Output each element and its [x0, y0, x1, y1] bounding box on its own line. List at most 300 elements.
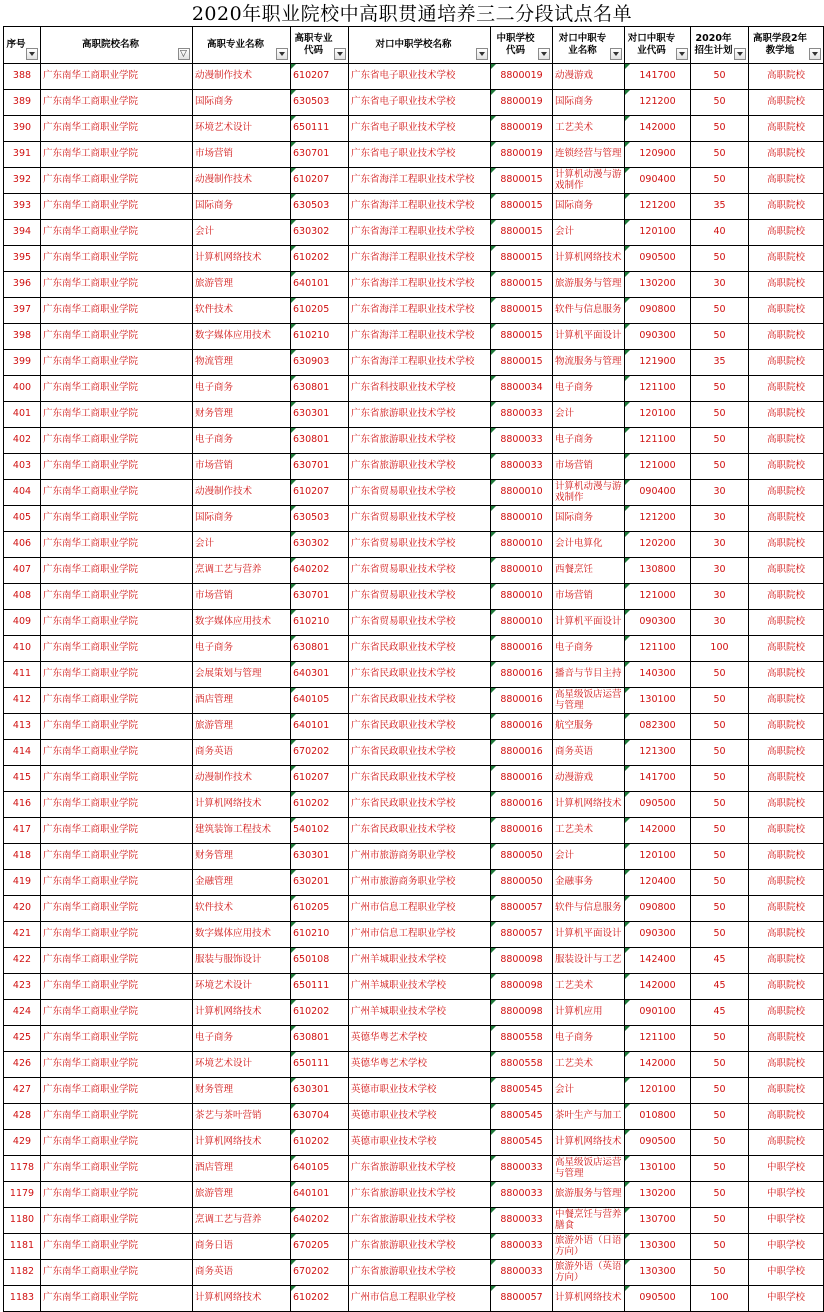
cell-major-name[interactable]: 商务日语 — [193, 1234, 291, 1260]
cell-enrollment-plan[interactable]: 30 — [691, 584, 749, 610]
cell-secondary-school-code[interactable]: 8800015 — [491, 298, 553, 324]
cell-enrollment-plan[interactable]: 100 — [691, 1286, 749, 1312]
cell-major-code[interactable]: 630801 — [291, 376, 349, 402]
cell-teaching-location[interactable]: 高职院校 — [749, 168, 824, 194]
cell-major-name[interactable]: 市场营销 — [193, 584, 291, 610]
cell-serial[interactable]: 414 — [4, 740, 41, 766]
cell-college-name[interactable]: 广东南华工商职业学院 — [41, 610, 193, 636]
cell-college-name[interactable]: 广东南华工商职业学院 — [41, 480, 193, 506]
cell-secondary-school-name[interactable]: 广东省海洋工程职业技术学校 — [349, 298, 491, 324]
cell-secondary-school-code[interactable]: 8800010 — [491, 506, 553, 532]
cell-teaching-location[interactable]: 高职院校 — [749, 636, 824, 662]
filter-dropdown-icon[interactable] — [26, 48, 38, 60]
cell-secondary-major-name[interactable]: 物流服务与管理 — [553, 350, 625, 376]
cell-major-code[interactable]: 640105 — [291, 1156, 349, 1182]
cell-serial[interactable]: 409 — [4, 610, 41, 636]
cell-secondary-school-code[interactable]: 8800019 — [491, 64, 553, 90]
cell-secondary-major-name[interactable]: 高星级饭店运营与管理 — [553, 1156, 625, 1182]
cell-secondary-school-name[interactable]: 广州市信息工程职业学校 — [349, 1286, 491, 1312]
cell-serial[interactable]: 420 — [4, 896, 41, 922]
cell-teaching-location[interactable]: 高职院校 — [749, 558, 824, 584]
cell-secondary-school-code[interactable]: 8800545 — [491, 1078, 553, 1104]
cell-major-code[interactable]: 650111 — [291, 974, 349, 1000]
cell-major-code[interactable]: 630801 — [291, 1026, 349, 1052]
cell-secondary-major-code[interactable]: 121200 — [625, 90, 691, 116]
cell-serial[interactable]: 1178 — [4, 1156, 41, 1182]
cell-secondary-major-code[interactable]: 121000 — [625, 584, 691, 610]
cell-teaching-location[interactable]: 中职学校 — [749, 1260, 824, 1286]
cell-secondary-major-name[interactable]: 旅游服务与管理 — [553, 272, 625, 298]
cell-secondary-major-name[interactable]: 国际商务 — [553, 194, 625, 220]
cell-secondary-major-name[interactable]: 工艺美术 — [553, 974, 625, 1000]
cell-teaching-location[interactable]: 中职学校 — [749, 1208, 824, 1234]
cell-teaching-location[interactable]: 高职院校 — [749, 818, 824, 844]
cell-secondary-school-name[interactable]: 广东省海洋工程职业技术学校 — [349, 220, 491, 246]
cell-secondary-major-name[interactable]: 中餐烹饪与营养膳食 — [553, 1208, 625, 1234]
cell-teaching-location[interactable]: 高职院校 — [749, 922, 824, 948]
cell-enrollment-plan[interactable]: 35 — [691, 194, 749, 220]
cell-secondary-school-code[interactable]: 8800019 — [491, 142, 553, 168]
cell-major-code[interactable]: 610207 — [291, 766, 349, 792]
cell-secondary-major-code[interactable]: 130100 — [625, 1156, 691, 1182]
cell-major-code[interactable]: 610202 — [291, 1000, 349, 1026]
cell-secondary-school-code[interactable]: 8800015 — [491, 194, 553, 220]
cell-major-code[interactable]: 610207 — [291, 480, 349, 506]
cell-teaching-location[interactable]: 高职院校 — [749, 766, 824, 792]
cell-secondary-major-name[interactable]: 计算机网络技术 — [553, 1286, 625, 1312]
cell-serial[interactable]: 396 — [4, 272, 41, 298]
cell-enrollment-plan[interactable]: 50 — [691, 1156, 749, 1182]
cell-secondary-major-code[interactable]: 142000 — [625, 818, 691, 844]
cell-major-name[interactable]: 服装与服饰设计 — [193, 948, 291, 974]
cell-enrollment-plan[interactable]: 50 — [691, 1130, 749, 1156]
filter-dropdown-icon[interactable] — [676, 48, 688, 60]
cell-teaching-location[interactable]: 高职院校 — [749, 454, 824, 480]
cell-teaching-location[interactable]: 高职院校 — [749, 740, 824, 766]
cell-major-name[interactable]: 市场营销 — [193, 142, 291, 168]
cell-college-name[interactable]: 广东南华工商职业学院 — [41, 974, 193, 1000]
cell-secondary-major-name[interactable]: 茶叶生产与加工 — [553, 1104, 625, 1130]
cell-college-name[interactable]: 广东南华工商职业学院 — [41, 194, 193, 220]
cell-major-code[interactable]: 670202 — [291, 1260, 349, 1286]
cell-secondary-major-name[interactable]: 电子商务 — [553, 376, 625, 402]
cell-major-name[interactable]: 数字媒体应用技术 — [193, 922, 291, 948]
cell-enrollment-plan[interactable]: 50 — [691, 168, 749, 194]
cell-major-code[interactable]: 630302 — [291, 532, 349, 558]
cell-major-name[interactable]: 旅游管理 — [193, 1182, 291, 1208]
cell-secondary-major-code[interactable]: 130200 — [625, 1182, 691, 1208]
cell-major-name[interactable]: 酒店管理 — [193, 688, 291, 714]
cell-secondary-school-name[interactable]: 广东省贸易职业技术学校 — [349, 506, 491, 532]
cell-major-code[interactable]: 630301 — [291, 1078, 349, 1104]
cell-teaching-location[interactable]: 中职学校 — [749, 1156, 824, 1182]
cell-major-code[interactable]: 610207 — [291, 168, 349, 194]
cell-secondary-school-code[interactable]: 8800558 — [491, 1026, 553, 1052]
cell-serial[interactable]: 425 — [4, 1026, 41, 1052]
cell-major-name[interactable]: 旅游管理 — [193, 272, 291, 298]
cell-secondary-major-name[interactable]: 计算机平面设计 — [553, 922, 625, 948]
cell-college-name[interactable]: 广东南华工商职业学院 — [41, 324, 193, 350]
cell-enrollment-plan[interactable]: 50 — [691, 64, 749, 90]
cell-major-name[interactable]: 数字媒体应用技术 — [193, 610, 291, 636]
cell-secondary-major-code[interactable]: 090300 — [625, 922, 691, 948]
cell-major-code[interactable]: 610202 — [291, 1286, 349, 1312]
cell-major-name[interactable]: 动漫制作技术 — [193, 64, 291, 90]
cell-enrollment-plan[interactable]: 50 — [691, 298, 749, 324]
cell-major-code[interactable]: 640105 — [291, 688, 349, 714]
cell-major-name[interactable]: 会计 — [193, 220, 291, 246]
cell-enrollment-plan[interactable]: 50 — [691, 454, 749, 480]
cell-college-name[interactable]: 广东南华工商职业学院 — [41, 714, 193, 740]
cell-secondary-school-code[interactable]: 8800016 — [491, 688, 553, 714]
cell-secondary-major-code[interactable]: 090500 — [625, 1286, 691, 1312]
cell-major-code[interactable]: 640101 — [291, 1182, 349, 1208]
cell-college-name[interactable]: 广东南华工商职业学院 — [41, 506, 193, 532]
cell-major-code[interactable]: 650108 — [291, 948, 349, 974]
cell-enrollment-plan[interactable]: 50 — [691, 1260, 749, 1286]
cell-secondary-school-code[interactable]: 8800057 — [491, 896, 553, 922]
cell-secondary-school-name[interactable]: 广东省海洋工程职业技术学校 — [349, 246, 491, 272]
cell-major-name[interactable]: 国际商务 — [193, 194, 291, 220]
cell-secondary-major-code[interactable]: 120400 — [625, 870, 691, 896]
cell-secondary-major-code[interactable]: 142000 — [625, 116, 691, 142]
cell-teaching-location[interactable]: 高职院校 — [749, 142, 824, 168]
cell-secondary-major-code[interactable]: 120100 — [625, 844, 691, 870]
cell-secondary-major-code[interactable]: 141700 — [625, 64, 691, 90]
cell-major-code[interactable]: 640202 — [291, 558, 349, 584]
cell-college-name[interactable]: 广东南华工商职业学院 — [41, 1000, 193, 1026]
cell-secondary-school-name[interactable]: 英德市职业技术学校 — [349, 1130, 491, 1156]
cell-secondary-school-name[interactable]: 广东省海洋工程职业技术学校 — [349, 324, 491, 350]
cell-secondary-school-name[interactable]: 广东省海洋工程职业技术学校 — [349, 168, 491, 194]
cell-major-code[interactable]: 610207 — [291, 64, 349, 90]
cell-secondary-school-code[interactable]: 8800545 — [491, 1104, 553, 1130]
cell-secondary-school-name[interactable]: 广东省科技职业技术学校 — [349, 376, 491, 402]
filter-dropdown-icon[interactable] — [476, 48, 488, 60]
cell-secondary-school-code[interactable]: 8800015 — [491, 168, 553, 194]
cell-secondary-school-name[interactable]: 广东省民政职业技术学校 — [349, 714, 491, 740]
cell-enrollment-plan[interactable]: 30 — [691, 558, 749, 584]
cell-college-name[interactable]: 广东南华工商职业学院 — [41, 1052, 193, 1078]
cell-serial[interactable]: 390 — [4, 116, 41, 142]
cell-college-name[interactable]: 广东南华工商职业学院 — [41, 350, 193, 376]
cell-college-name[interactable]: 广东南华工商职业学院 — [41, 740, 193, 766]
cell-college-name[interactable]: 广东南华工商职业学院 — [41, 298, 193, 324]
cell-major-name[interactable]: 商务英语 — [193, 1260, 291, 1286]
cell-major-code[interactable]: 610202 — [291, 792, 349, 818]
cell-teaching-location[interactable]: 高职院校 — [749, 688, 824, 714]
cell-teaching-location[interactable]: 高职院校 — [749, 1026, 824, 1052]
cell-secondary-school-name[interactable]: 广东省民政职业技术学校 — [349, 818, 491, 844]
cell-major-name[interactable]: 茶艺与茶叶营销 — [193, 1104, 291, 1130]
cell-secondary-major-name[interactable]: 电子商务 — [553, 636, 625, 662]
cell-secondary-school-name[interactable]: 英德市职业技术学校 — [349, 1078, 491, 1104]
cell-enrollment-plan[interactable]: 50 — [691, 818, 749, 844]
cell-teaching-location[interactable]: 高职院校 — [749, 116, 824, 142]
cell-college-name[interactable]: 广东南华工商职业学院 — [41, 272, 193, 298]
cell-secondary-school-name[interactable]: 广东省民政职业技术学校 — [349, 662, 491, 688]
cell-enrollment-plan[interactable]: 45 — [691, 974, 749, 1000]
cell-major-code[interactable]: 610205 — [291, 298, 349, 324]
cell-teaching-location[interactable]: 高职院校 — [749, 974, 824, 1000]
cell-college-name[interactable]: 广东南华工商职业学院 — [41, 844, 193, 870]
cell-major-name[interactable]: 会展策划与管理 — [193, 662, 291, 688]
cell-secondary-major-name[interactable]: 动漫游戏 — [553, 64, 625, 90]
cell-major-code[interactable]: 640101 — [291, 272, 349, 298]
cell-enrollment-plan[interactable]: 50 — [691, 1208, 749, 1234]
cell-enrollment-plan[interactable]: 50 — [691, 142, 749, 168]
cell-serial[interactable]: 394 — [4, 220, 41, 246]
cell-serial[interactable]: 424 — [4, 1000, 41, 1026]
cell-major-code[interactable]: 610210 — [291, 324, 349, 350]
cell-secondary-major-code[interactable]: 142000 — [625, 974, 691, 1000]
cell-major-name[interactable]: 电子商务 — [193, 636, 291, 662]
cell-secondary-school-name[interactable]: 广东省贸易职业技术学校 — [349, 480, 491, 506]
cell-secondary-major-name[interactable]: 工艺美术 — [553, 818, 625, 844]
cell-enrollment-plan[interactable]: 50 — [691, 1052, 749, 1078]
cell-secondary-major-name[interactable]: 电子商务 — [553, 428, 625, 454]
cell-major-code[interactable]: 630503 — [291, 194, 349, 220]
cell-secondary-major-code[interactable]: 121100 — [625, 428, 691, 454]
cell-secondary-major-code[interactable]: 090500 — [625, 792, 691, 818]
cell-secondary-major-name[interactable]: 计算机平面设计 — [553, 610, 625, 636]
cell-secondary-school-code[interactable]: 8800057 — [491, 922, 553, 948]
cell-major-code[interactable]: 670205 — [291, 1234, 349, 1260]
cell-serial[interactable]: 408 — [4, 584, 41, 610]
cell-secondary-school-name[interactable]: 广州羊城职业技术学校 — [349, 974, 491, 1000]
cell-teaching-location[interactable]: 高职院校 — [749, 532, 824, 558]
cell-secondary-major-code[interactable]: 142000 — [625, 1052, 691, 1078]
cell-secondary-school-code[interactable]: 8800015 — [491, 324, 553, 350]
cell-teaching-location[interactable]: 高职院校 — [749, 896, 824, 922]
cell-secondary-major-name[interactable]: 市场营销 — [553, 584, 625, 610]
cell-serial[interactable]: 403 — [4, 454, 41, 480]
cell-serial[interactable]: 391 — [4, 142, 41, 168]
filter-dropdown-icon[interactable] — [734, 48, 746, 60]
cell-enrollment-plan[interactable]: 50 — [691, 844, 749, 870]
cell-secondary-school-code[interactable]: 8800033 — [491, 1234, 553, 1260]
cell-secondary-school-name[interactable]: 广东省贸易职业技术学校 — [349, 584, 491, 610]
cell-secondary-major-code[interactable]: 090300 — [625, 324, 691, 350]
cell-major-name[interactable]: 建筑装饰工程技术 — [193, 818, 291, 844]
cell-secondary-major-code[interactable]: 121300 — [625, 740, 691, 766]
cell-enrollment-plan[interactable]: 50 — [691, 792, 749, 818]
cell-secondary-school-name[interactable]: 广东省海洋工程职业技术学校 — [349, 350, 491, 376]
cell-enrollment-plan[interactable]: 50 — [691, 116, 749, 142]
cell-secondary-major-name[interactable]: 工艺美术 — [553, 1052, 625, 1078]
cell-secondary-school-name[interactable]: 广州市旅游商务职业学校 — [349, 870, 491, 896]
cell-enrollment-plan[interactable]: 40 — [691, 220, 749, 246]
cell-teaching-location[interactable]: 高职院校 — [749, 220, 824, 246]
cell-secondary-school-code[interactable]: 8800016 — [491, 766, 553, 792]
cell-secondary-school-code[interactable]: 8800033 — [491, 1260, 553, 1286]
cell-secondary-major-name[interactable]: 旅游外语（日语方向） — [553, 1234, 625, 1260]
cell-enrollment-plan[interactable]: 50 — [691, 922, 749, 948]
cell-major-name[interactable]: 电子商务 — [193, 428, 291, 454]
cell-secondary-school-name[interactable]: 广东省民政职业技术学校 — [349, 792, 491, 818]
cell-major-name[interactable]: 计算机网络技术 — [193, 792, 291, 818]
cell-secondary-school-code[interactable]: 8800010 — [491, 558, 553, 584]
cell-teaching-location[interactable]: 高职院校 — [749, 298, 824, 324]
cell-college-name[interactable]: 广东南华工商职业学院 — [41, 402, 193, 428]
cell-secondary-school-code[interactable]: 8800015 — [491, 220, 553, 246]
cell-serial[interactable]: 428 — [4, 1104, 41, 1130]
cell-secondary-school-name[interactable]: 广东省旅游职业技术学校 — [349, 1260, 491, 1286]
cell-major-name[interactable]: 烹调工艺与营养 — [193, 1208, 291, 1234]
cell-secondary-major-code[interactable]: 090800 — [625, 896, 691, 922]
cell-secondary-major-code[interactable]: 121200 — [625, 194, 691, 220]
cell-college-name[interactable]: 广东南华工商职业学院 — [41, 1208, 193, 1234]
cell-teaching-location[interactable]: 高职院校 — [749, 64, 824, 90]
cell-major-code[interactable]: 630903 — [291, 350, 349, 376]
cell-major-name[interactable]: 国际商务 — [193, 90, 291, 116]
cell-secondary-school-name[interactable]: 英德华粤艺术学校 — [349, 1026, 491, 1052]
cell-secondary-major-name[interactable]: 会计电算化 — [553, 532, 625, 558]
cell-secondary-school-code[interactable]: 8800098 — [491, 1000, 553, 1026]
cell-secondary-school-code[interactable]: 8800015 — [491, 350, 553, 376]
cell-enrollment-plan[interactable]: 50 — [691, 896, 749, 922]
cell-major-name[interactable]: 动漫制作技术 — [193, 480, 291, 506]
cell-serial[interactable]: 402 — [4, 428, 41, 454]
cell-teaching-location[interactable]: 高职院校 — [749, 246, 824, 272]
cell-serial[interactable]: 417 — [4, 818, 41, 844]
filter-dropdown-icon[interactable] — [276, 48, 288, 60]
cell-major-name[interactable]: 环境艺术设计 — [193, 116, 291, 142]
cell-secondary-major-code[interactable]: 130100 — [625, 688, 691, 714]
filter-dropdown-icon[interactable] — [538, 48, 550, 60]
cell-secondary-school-code[interactable]: 8800057 — [491, 1286, 553, 1312]
cell-secondary-major-name[interactable]: 电子商务 — [553, 1026, 625, 1052]
cell-enrollment-plan[interactable]: 50 — [691, 324, 749, 350]
cell-serial[interactable]: 400 — [4, 376, 41, 402]
cell-college-name[interactable]: 广东南华工商职业学院 — [41, 1104, 193, 1130]
cell-secondary-major-name[interactable]: 工艺美术 — [553, 116, 625, 142]
cell-college-name[interactable]: 广东南华工商职业学院 — [41, 1286, 193, 1312]
cell-teaching-location[interactable]: 高职院校 — [749, 844, 824, 870]
cell-college-name[interactable]: 广东南华工商职业学院 — [41, 766, 193, 792]
cell-serial[interactable]: 429 — [4, 1130, 41, 1156]
cell-serial[interactable]: 404 — [4, 480, 41, 506]
cell-secondary-major-code[interactable]: 090800 — [625, 298, 691, 324]
cell-serial[interactable]: 1181 — [4, 1234, 41, 1260]
cell-college-name[interactable]: 广东南华工商职业学院 — [41, 64, 193, 90]
cell-enrollment-plan[interactable]: 50 — [691, 1182, 749, 1208]
cell-secondary-major-name[interactable]: 市场营销 — [553, 454, 625, 480]
cell-secondary-school-name[interactable]: 广东省电子职业技术学校 — [349, 64, 491, 90]
cell-serial[interactable]: 413 — [4, 714, 41, 740]
cell-major-name[interactable]: 数字媒体应用技术 — [193, 324, 291, 350]
cell-teaching-location[interactable]: 高职院校 — [749, 1078, 824, 1104]
cell-major-name[interactable]: 环境艺术设计 — [193, 1052, 291, 1078]
cell-secondary-major-name[interactable]: 会计 — [553, 220, 625, 246]
cell-major-code[interactable]: 630704 — [291, 1104, 349, 1130]
cell-secondary-major-code[interactable]: 090500 — [625, 1130, 691, 1156]
cell-secondary-school-code[interactable]: 8800010 — [491, 610, 553, 636]
cell-secondary-major-name[interactable]: 计算机网络技术 — [553, 246, 625, 272]
cell-serial[interactable]: 399 — [4, 350, 41, 376]
cell-major-code[interactable]: 630301 — [291, 844, 349, 870]
cell-secondary-school-code[interactable]: 8800033 — [491, 428, 553, 454]
cell-major-code[interactable]: 630503 — [291, 506, 349, 532]
cell-major-name[interactable]: 财务管理 — [193, 402, 291, 428]
cell-college-name[interactable]: 广东南华工商职业学院 — [41, 1234, 193, 1260]
cell-enrollment-plan[interactable]: 50 — [691, 90, 749, 116]
cell-serial[interactable]: 392 — [4, 168, 41, 194]
cell-secondary-major-code[interactable]: 090500 — [625, 246, 691, 272]
filter-dropdown-icon[interactable] — [809, 48, 821, 60]
cell-enrollment-plan[interactable]: 50 — [691, 714, 749, 740]
cell-secondary-school-name[interactable]: 广州羊城职业技术学校 — [349, 948, 491, 974]
cell-secondary-major-code[interactable]: 142400 — [625, 948, 691, 974]
cell-secondary-major-name[interactable]: 软件与信息服务 — [553, 298, 625, 324]
cell-serial[interactable]: 1183 — [4, 1286, 41, 1312]
cell-secondary-school-name[interactable]: 英德市职业技术学校 — [349, 1104, 491, 1130]
cell-serial[interactable]: 393 — [4, 194, 41, 220]
cell-secondary-school-name[interactable]: 广东省海洋工程职业技术学校 — [349, 272, 491, 298]
cell-major-name[interactable]: 烹调工艺与营养 — [193, 558, 291, 584]
cell-enrollment-plan[interactable]: 50 — [691, 662, 749, 688]
cell-major-name[interactable]: 电子商务 — [193, 376, 291, 402]
cell-enrollment-plan[interactable]: 50 — [691, 688, 749, 714]
cell-major-code[interactable]: 540102 — [291, 818, 349, 844]
cell-secondary-major-name[interactable]: 旅游外语（英语方向） — [553, 1260, 625, 1286]
cell-major-code[interactable]: 630801 — [291, 428, 349, 454]
cell-teaching-location[interactable]: 高职院校 — [749, 194, 824, 220]
cell-enrollment-plan[interactable]: 50 — [691, 1078, 749, 1104]
cell-serial[interactable]: 421 — [4, 922, 41, 948]
cell-secondary-major-code[interactable]: 090100 — [625, 1000, 691, 1026]
cell-secondary-major-name[interactable]: 国际商务 — [553, 506, 625, 532]
cell-serial[interactable]: 407 — [4, 558, 41, 584]
cell-college-name[interactable]: 广东南华工商职业学院 — [41, 1026, 193, 1052]
cell-secondary-major-name[interactable]: 西餐烹饪 — [553, 558, 625, 584]
cell-secondary-major-name[interactable]: 会计 — [553, 402, 625, 428]
cell-secondary-school-code[interactable]: 8800033 — [491, 1208, 553, 1234]
cell-secondary-major-code[interactable]: 130300 — [625, 1260, 691, 1286]
cell-teaching-location[interactable]: 高职院校 — [749, 1052, 824, 1078]
cell-college-name[interactable]: 广东南华工商职业学院 — [41, 90, 193, 116]
cell-major-name[interactable]: 软件技术 — [193, 298, 291, 324]
cell-secondary-major-code[interactable]: 120100 — [625, 402, 691, 428]
cell-major-code[interactable]: 630701 — [291, 584, 349, 610]
cell-secondary-major-name[interactable]: 航空服务 — [553, 714, 625, 740]
cell-enrollment-plan[interactable]: 30 — [691, 480, 749, 506]
cell-secondary-school-code[interactable]: 8800050 — [491, 844, 553, 870]
cell-secondary-school-name[interactable]: 广州羊城职业技术学校 — [349, 1000, 491, 1026]
cell-teaching-location[interactable]: 高职院校 — [749, 506, 824, 532]
cell-serial[interactable]: 427 — [4, 1078, 41, 1104]
cell-secondary-school-name[interactable]: 广东省旅游职业技术学校 — [349, 1156, 491, 1182]
cell-secondary-major-name[interactable]: 计算机动漫与游戏制作 — [553, 168, 625, 194]
cell-college-name[interactable]: 广东南华工商职业学院 — [41, 454, 193, 480]
cell-enrollment-plan[interactable]: 30 — [691, 532, 749, 558]
cell-secondary-school-code[interactable]: 8800016 — [491, 818, 553, 844]
cell-secondary-major-code[interactable]: 130300 — [625, 1234, 691, 1260]
cell-teaching-location[interactable]: 高职院校 — [749, 1104, 824, 1130]
cell-serial[interactable]: 410 — [4, 636, 41, 662]
cell-secondary-major-name[interactable]: 会计 — [553, 844, 625, 870]
cell-major-code[interactable]: 670202 — [291, 740, 349, 766]
cell-serial[interactable]: 389 — [4, 90, 41, 116]
cell-major-code[interactable]: 630701 — [291, 454, 349, 480]
cell-secondary-school-name[interactable]: 广东省旅游职业技术学校 — [349, 1208, 491, 1234]
cell-serial[interactable]: 398 — [4, 324, 41, 350]
cell-college-name[interactable]: 广东南华工商职业学院 — [41, 1156, 193, 1182]
cell-secondary-major-code[interactable]: 120200 — [625, 532, 691, 558]
cell-major-name[interactable]: 酒店管理 — [193, 1156, 291, 1182]
cell-secondary-major-name[interactable]: 会计 — [553, 1078, 625, 1104]
cell-college-name[interactable]: 广东南华工商职业学院 — [41, 532, 193, 558]
